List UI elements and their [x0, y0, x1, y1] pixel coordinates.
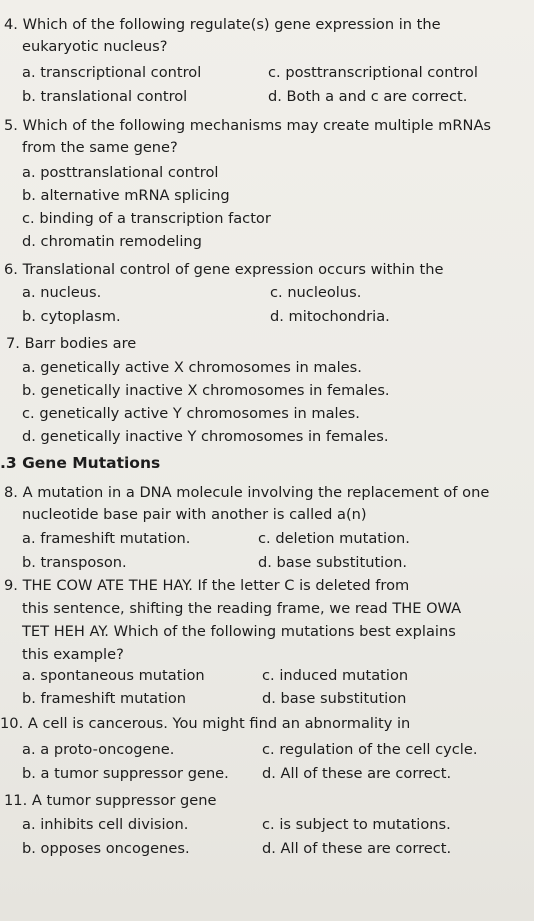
question-stem-line: 11. A tumor suppressor gene: [4, 792, 217, 809]
question-7-stem: [6, 333, 136, 355]
question-stem-line: nucleotide base pair with another is called a(n): [22, 506, 367, 523]
option-9a: a. spontaneous mutation: [22, 667, 205, 684]
option-9d: d. base substitution: [262, 690, 407, 707]
option-8a: a. frameshift mutation.: [22, 530, 191, 547]
option-6d: d. mitochondria.: [270, 308, 390, 325]
question-6-stem: [4, 259, 443, 281]
question-stem-line: 7. Barr bodies are: [6, 335, 137, 352]
question-stem-line: eukaryotic nucleus?: [22, 38, 168, 55]
option-11b: b. opposes oncogenes.: [22, 840, 190, 857]
option-7c: c. genetically active Y chromosomes in males.: [22, 405, 360, 422]
question-stem-line: 6. Translational control of gene expression occurs within the: [4, 261, 444, 278]
question-stem-line: this example?: [22, 646, 124, 663]
question-stem-line: from the same gene?: [22, 139, 178, 156]
option-7a: a. genetically active X chromosomes in males.: [22, 359, 362, 376]
question-stem-line: 10. A cell is cancerous. You might find an abnormality in: [0, 715, 411, 732]
option-5c: c. binding of a transcription factor: [22, 210, 271, 227]
option-7d: d. genetically inactive Y chromosomes in females.: [22, 428, 389, 445]
question-4-stem: [4, 14, 441, 58]
option-4b: b. translational control: [22, 88, 188, 105]
question-stem-line: 9. THE COW ATE THE HAY. If the letter C is deleted from: [4, 577, 410, 594]
option-11c: c. is subject to mutations.: [262, 816, 451, 833]
option-9b: b. frameshift mutation: [22, 690, 187, 707]
question-stem-line: 5. Which of the following mechanisms may create multiple mRNAs: [4, 117, 492, 134]
option-8b: b. transposon.: [22, 554, 127, 571]
option-9c: c. induced mutation: [262, 667, 409, 684]
question-11-stem: [4, 790, 217, 812]
section-heading: .3 Gene Mutations: [0, 454, 161, 472]
question-stem-line: 4. Which of the following regulate(s) gene expression in the: [4, 16, 441, 33]
question-stem-line: 8. A mutation in a DNA molecule involving the replacement of one: [4, 484, 490, 501]
question-8-stem: [4, 482, 489, 526]
option-10b: b. a tumor suppressor gene.: [22, 765, 229, 782]
option-4a: a. transcriptional control: [22, 64, 202, 81]
option-10a: a. a proto-oncogene.: [22, 741, 175, 758]
question-stem-line: TET HEH AY. Which of the following mutations best explains: [22, 623, 456, 640]
option-6a: a. nucleus.: [22, 284, 102, 301]
question-5-stem: [4, 115, 491, 159]
option-5a: a. posttranslational control: [22, 164, 219, 181]
option-5d: d. chromatin remodeling: [22, 233, 202, 250]
option-7b: b. genetically inactive X chromosomes in females.: [22, 382, 390, 399]
option-5b: b. alternative mRNA splicing: [22, 187, 230, 204]
option-4d: d. Both a and c are correct.: [268, 88, 468, 105]
option-4c: c. posttranscriptional control: [268, 64, 478, 81]
question-stem-line: this sentence, shifting the reading frame, we read THE OWA: [22, 600, 462, 617]
option-6c: c. nucleolus.: [270, 284, 362, 301]
option-8c: c. deletion mutation.: [258, 530, 410, 547]
option-10c: c. regulation of the cell cycle.: [262, 741, 478, 758]
question-9-stem: [4, 574, 461, 666]
option-11a: a. inhibits cell division.: [22, 816, 189, 833]
option-10d: d. All of these are correct.: [262, 765, 452, 782]
question-10-stem: [0, 713, 410, 735]
option-8d: d. base substitution.: [258, 554, 408, 571]
option-6b: b. cytoplasm.: [22, 308, 121, 325]
option-11d: d. All of these are correct.: [262, 840, 452, 857]
